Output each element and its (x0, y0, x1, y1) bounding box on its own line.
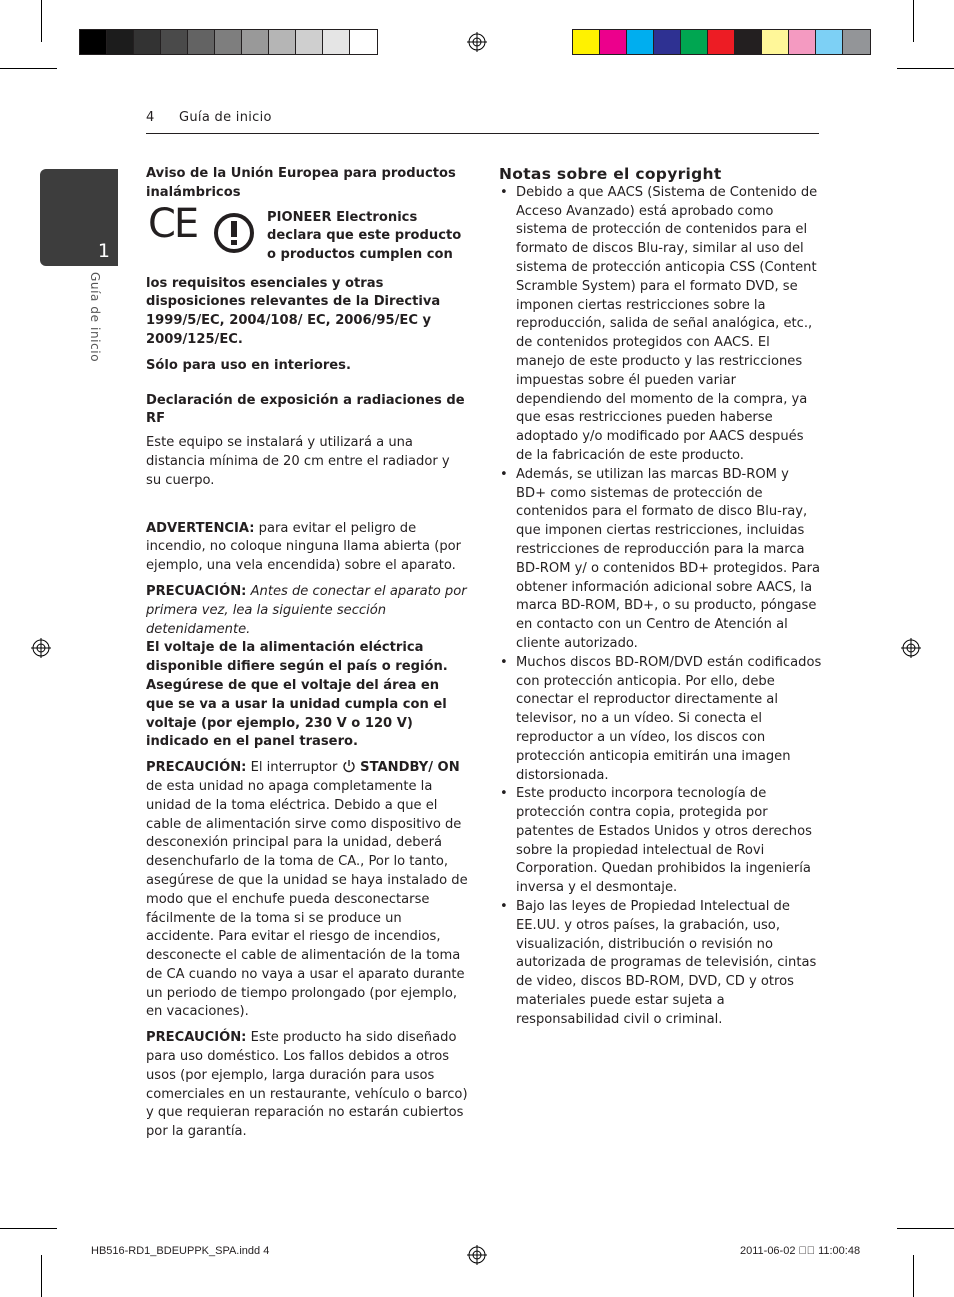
color-swatch (789, 30, 816, 54)
copyright-title: Notas sobre el copyright (499, 165, 722, 183)
color-swatch (215, 30, 242, 54)
copyright-bullet: • Debido a que AACS (Sistema de Contenido de Acceso Avanzado) está aprobado como sistema de protección de contenidos para el formato de discos Blu-ray, similar al uso del sistema de protección anticopia CSS (Content Scramble System) para el formato DVD, se imponen ciertas restricciones sobre la reproducción, salida de señal analógica, etc., de contenidos protegidos con AACS. El manejo de este producto y las restricciones impuestas sobre él pueden variar dependiendo del momento de la compra, ya que esas restricciones pueden haberse adoptado y/o modificado por AACS después de la fabricación de este producto. (499, 184, 822, 466)
copyright-bullet: • Muchos discos BD-ROM/DVD están codificados con protección anticopia. Por ello, debe conectar el reproductor directamente al televisor, no a un vídeo. Si conecta el reproductor a un vídeo, los discos con protección anticopia emitirán una imagen distorsionada. (499, 654, 822, 786)
rf-text: Este equipo se instalará y utilizará a una distancia mínima de 20 cm entre el radiador y su cuerpo. (146, 435, 450, 488)
registration-target-icon (467, 1245, 487, 1265)
crop-mark (41, 0, 42, 42)
color-swatch (188, 30, 215, 54)
color-swatch (350, 30, 377, 54)
chapter-number: 1 (97, 240, 110, 262)
color-swatch (762, 30, 789, 54)
color-swatch (107, 30, 134, 54)
ce-declaration-cont: los requisitos esenciales y otras disposiciones relevantes de la Directiva 1999/5/EC, 2004/108/ EC, 2006/95/EC y 2009/125/EC. (146, 275, 441, 347)
color-swatch (242, 30, 269, 54)
alert-icon (212, 211, 256, 255)
grayscale-color-bar (79, 29, 378, 55)
color-swatch (735, 30, 762, 54)
footer-date: 2011-06-02 ￿￿ 11:00:48 (740, 1245, 861, 1257)
footer-file-info: HB516-RD1_BDEUPPK_SPA.indd 4 (91, 1245, 270, 1257)
color-swatch (681, 30, 708, 54)
ce-block (146, 200, 468, 275)
color-swatch (323, 30, 350, 54)
chapter-tab (40, 169, 118, 266)
warning-paragraph (146, 520, 468, 576)
caution-label: PRECAUCIÓN: (146, 760, 247, 776)
running-header: Guía de inicio (179, 110, 272, 125)
color-swatch (269, 30, 296, 54)
color-swatch (843, 30, 870, 54)
registration-target-icon (901, 638, 921, 658)
copyright-bullet: • Este producto incorpora tecnología de protección contra copia, protegida por patentes de Estados Unidos y otros derechos sobre la propiedad intelectual de Rovi Corporation. Quedan prohibidos la ingeniería inversa y el desmontaje. (499, 785, 822, 898)
crop-mark (0, 68, 57, 69)
warning-text: para evitar el peligro de incendio, no coloque ninguna llama abierta (por ejemplo, una vela encendida) sobre el aparato. (146, 520, 462, 574)
process-color-bar (572, 29, 871, 55)
ce-declaration: PIONEER Electronics declara que este producto o productos cumplen con (267, 209, 462, 263)
copyright-bullet: • Bajo las leyes de Propiedad Intelectual de EE.UU. y otros países, la grabación, uso, visualización, distribución o revisión no autorizada de programas de televisión, cintas de video, discos BD-ROM, DVD, CD y otros materiales puede estar sujeta a responsabilidad civil o criminal. (499, 898, 822, 1030)
caution-label: PRECAUCIÓN: (146, 1030, 247, 1046)
color-swatch (573, 30, 600, 54)
color-swatch (80, 30, 107, 54)
right-column (499, 165, 822, 1030)
rf-title: Declaración de exposición a radiaciones de RF (146, 392, 465, 427)
power-icon (342, 759, 356, 773)
indoor-use-note: Sólo para uso en interiores. (146, 357, 351, 373)
crop-mark (913, 0, 914, 42)
standby-on-label: STANDBY/ ON (355, 760, 460, 776)
registration-target-icon (31, 638, 51, 658)
color-swatch (161, 30, 188, 54)
caution-text: de esta unidad no apaga completamente la unidad de la toma eléctrica. Debido a que el cable de alimentación sirve como dispositivo de desconexión principal para la unidad, deberá desenchufarlo de la toma de CA., Por lo tanto, asegúrese de que la unidad se haya instalado de modo que el enchufe pueda desconectarse fácilmente de la toma si se produce un accidente. Para evitar el riesgo de incendios, desconecte el cable de alimentación de la toma de CA cuando no vaya a usar el aparato durante un periodo de tiempo prolongado (por ejemplo, en vacaciones). (146, 778, 468, 1020)
crop-mark (0, 1228, 57, 1229)
registration-target-icon (467, 32, 487, 52)
page-number: 4 (146, 110, 155, 125)
color-swatch (296, 30, 323, 54)
header-rule (146, 133, 819, 134)
copyright-bullet: • Además, se utilizan las marcas BD-ROM y BD+ como sistemas de protección de contenidos para el formato de disco Blu-ray, que imponen ciertas restricciones, incluidas restricciones de reproducción para la marca BD-ROM y/ o contenidos BD+ protegidos. Para obtener información adicional sobre AACS, la marca BD-ROM, BD+, o su producto, póngase en contacto con un Centro de Atención al cliente autorizado. (499, 466, 822, 654)
chapter-tab-label: Guía de inicio (88, 272, 102, 363)
color-swatch (627, 30, 654, 54)
warning-label: ADVERTENCIA: (146, 520, 255, 536)
crop-mark (897, 1228, 954, 1229)
caution-3-paragraph (146, 1029, 468, 1142)
caution-italic-text: Antes de conectar el aparato por primera vez, lea la siguiente sección detenidamente. (146, 583, 467, 637)
left-column (146, 165, 468, 1142)
eu-notice-title: Aviso de la Unión Europea para productos inalámbricos (146, 166, 456, 200)
voltage-notice: El voltaje de la alimentación eléctrica disponible difiere según el país o región. Asegúrese de que el voltaje del área en que se va a usar la unidad cumpla con el voltaje (por ejemplo, 230 V o 120 V) indicado en el panel trasero. (146, 640, 448, 750)
color-swatch (816, 30, 843, 54)
crop-mark (41, 1255, 42, 1297)
caution-2-paragraph (146, 759, 468, 1022)
caution-label: PRECUACIÓN: (146, 583, 247, 599)
crop-mark (897, 68, 954, 69)
copyright-bullet-list (499, 184, 822, 1030)
caution-1-paragraph (146, 583, 468, 639)
color-swatch (600, 30, 627, 54)
caution-text: Este producto ha sido diseñado para uso doméstico. Los fallos debidos a otros usos (por ejemplo, larga duración para usos comerciales en un restaurante, vehículo o barco) y que requieran reparación no estarán cubiertos por la garantía. (146, 1030, 468, 1140)
color-swatch (654, 30, 681, 54)
caution-text: El interruptor (246, 760, 342, 776)
color-swatch (708, 30, 735, 54)
crop-mark (913, 1255, 914, 1297)
ce-mark-icon: CE (148, 200, 198, 247)
color-swatch (134, 30, 161, 54)
